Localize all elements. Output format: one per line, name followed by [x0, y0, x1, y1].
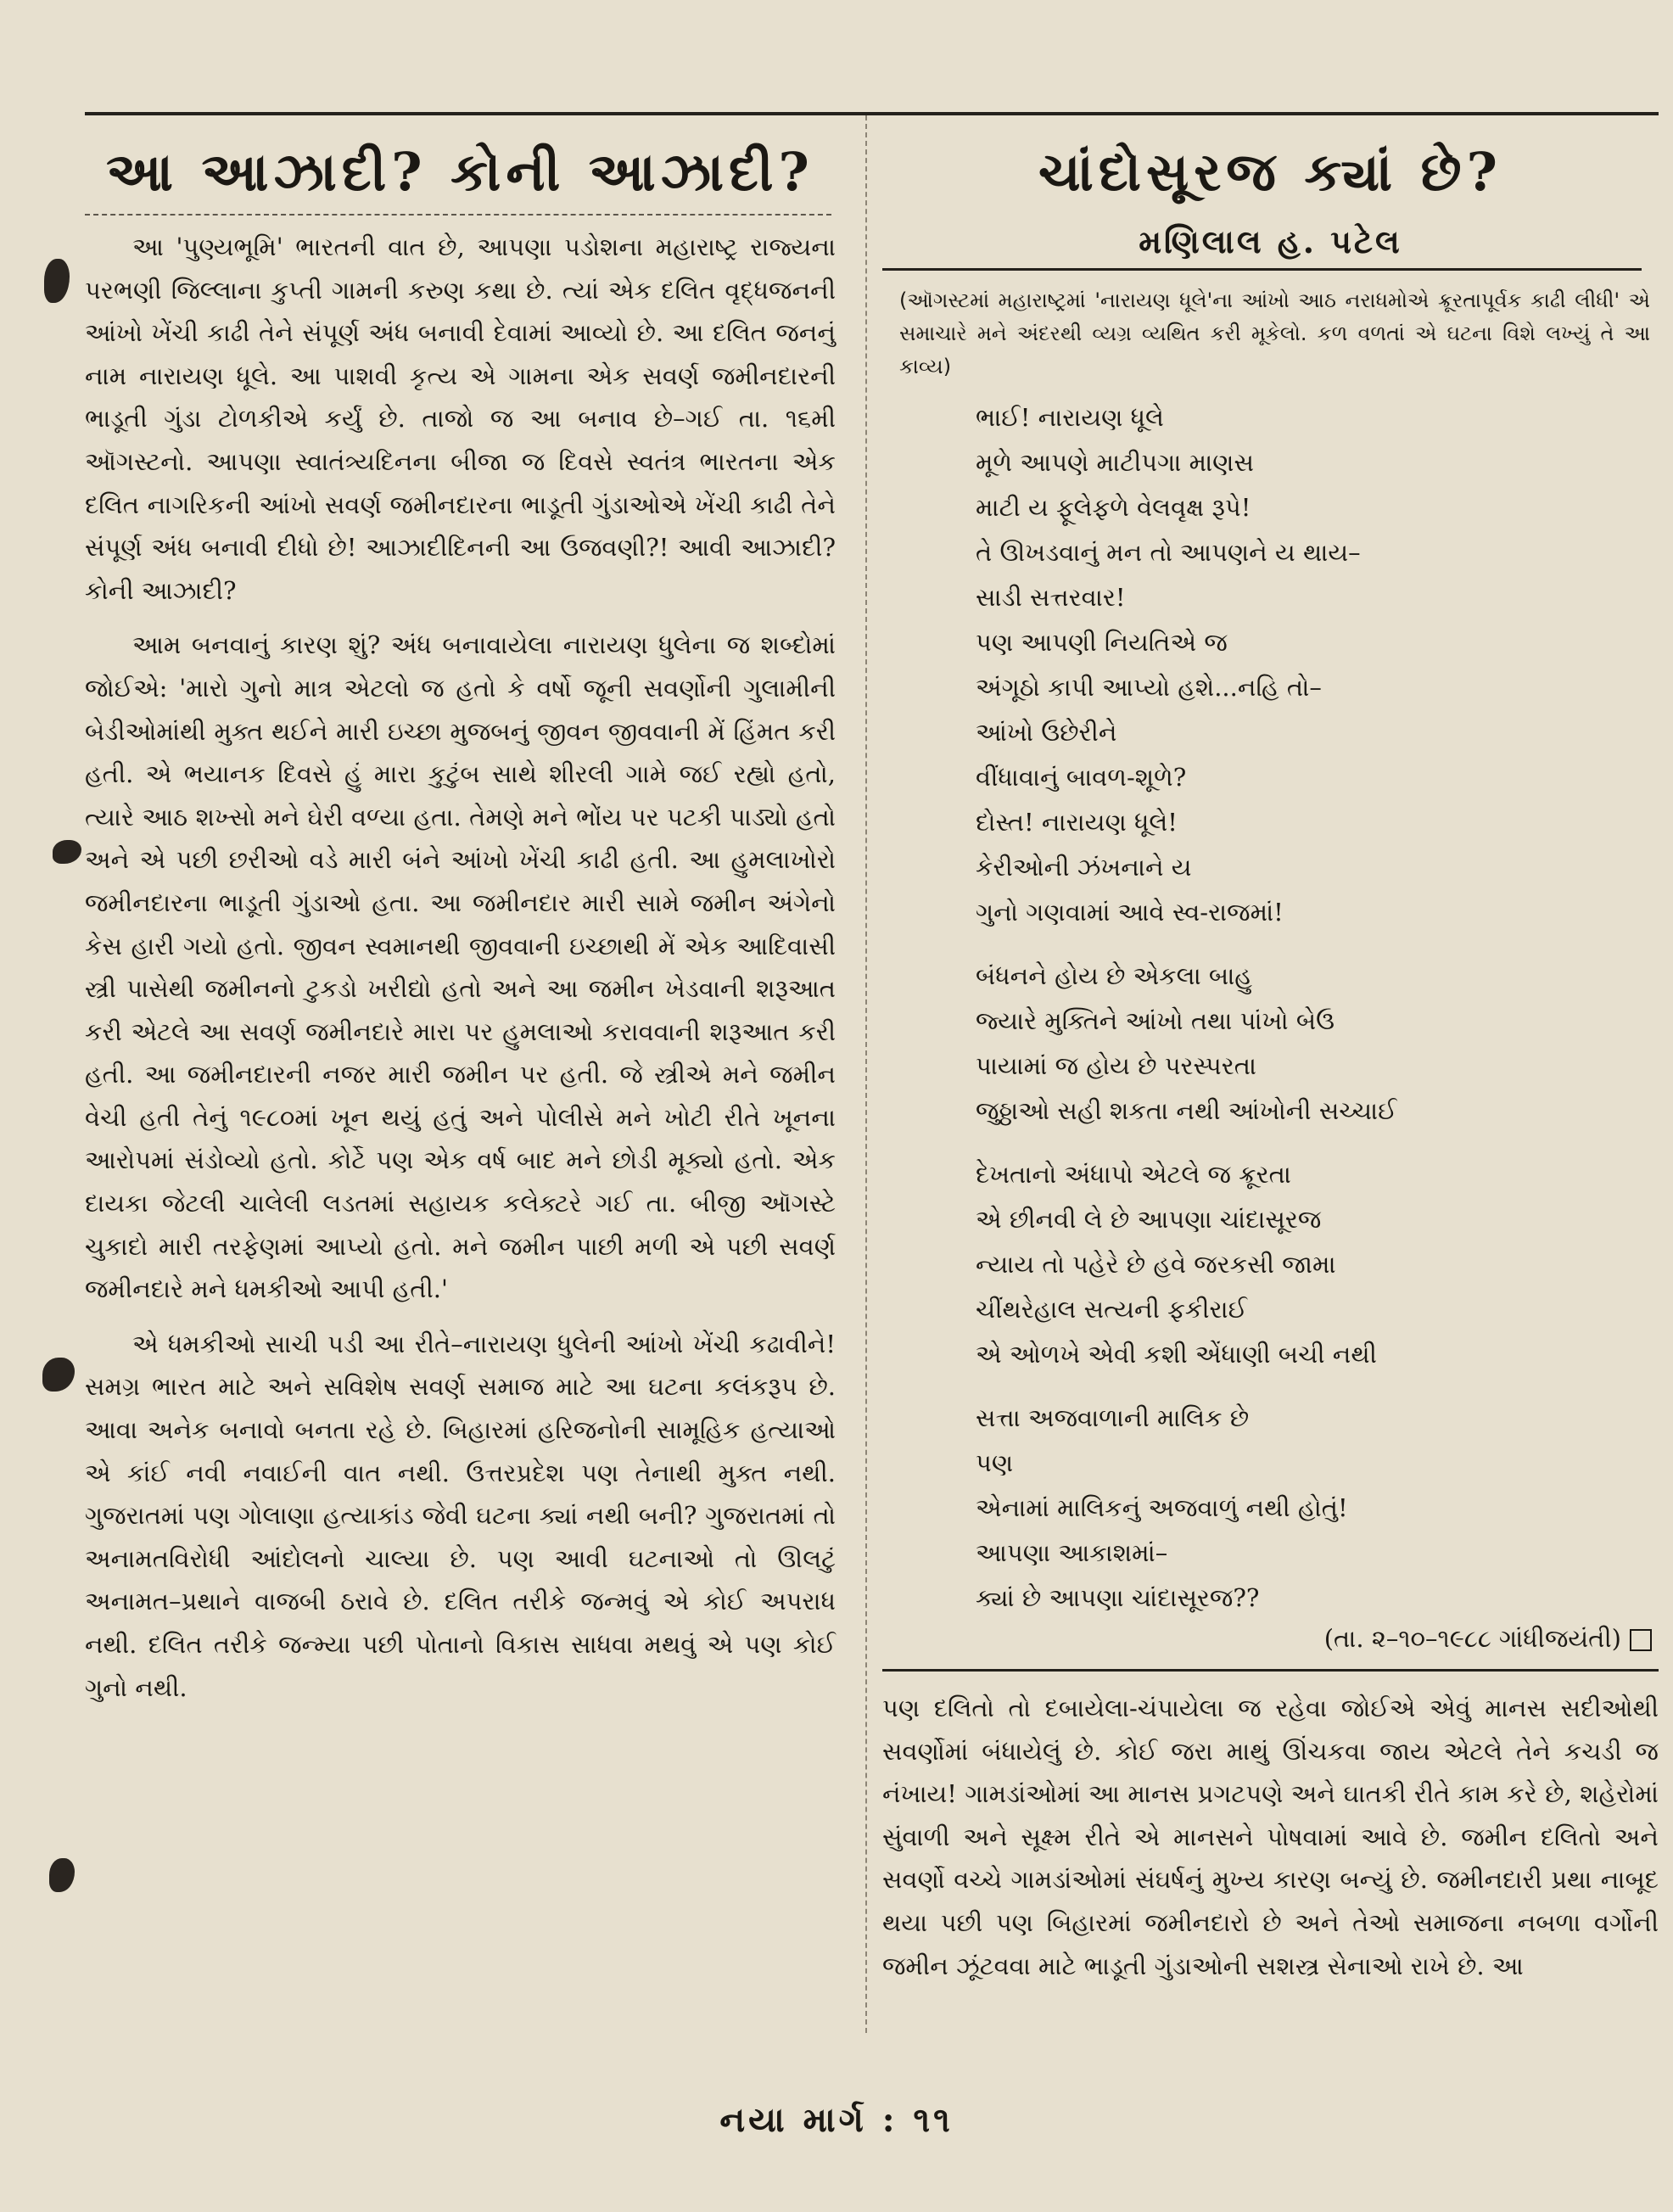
poem-line: એનામાં માલિકનું અજવાળું નથી હોતું!: [976, 1493, 1348, 1522]
poem-line: ભાઈ! નારાયણ ધૂલે: [976, 403, 1164, 432]
paper-damage-mark: [42, 1358, 75, 1392]
poem-intro: (ઑગસ્ટમાં મહારાષ્ટ્રમાં 'નારાયણ ધૂલે'ના આંખો આઠ નરાધમોએ ક્રૂરતાપૂર્વક કાઢી લીધી' એ સમાચારે મને અંદરથી વ્યગ્ર વ્યથિત કરી મૂકેલો. કળ વળતાં એ ઘટના વિશે લખ્યું તે આ કાવ્ય): [899, 288, 1650, 378]
poem-stanza-4: [976, 1396, 1659, 1621]
poem-line: ન્યાય તો પહેરે છે હવે જરકસી જામા: [976, 1250, 1336, 1279]
poem-line: એ છીનવી લે છે આપણા ચાંદાસૂરજ: [976, 1205, 1322, 1234]
poem-line: દેખતાનો અંધાપો એટલે જ ક્રૂરતા: [976, 1160, 1291, 1189]
left-headline: આ આઝાદી? કોની આઝાદી?: [106, 141, 814, 203]
poem-line: ક્યાં છે આપણા ચાંદાસૂરજ??: [976, 1583, 1260, 1612]
poem-line: આંખો ઉછેરીને: [976, 718, 1117, 747]
poem-line: વીંધાવાનું બાવળ-શૂળે?: [976, 763, 1187, 792]
left-paragraph-2: આમ બનવાનું કારણ શું? અંધ બનાવાયેલા નારાયણ ધુલેના જ શબ્દોમાં જોઈએ: 'મારો ગુનો માત્ર એટલો જ હતો કે વર્ષો જૂની સવર્ણોની ગુલામીની બેડીઓમાંથી મુક્ત થઈને મારી ઇચ્છા મુજબનું જીવન જીવવાની મેં હિંમત કરી હતી. એ ભયાનક દિવસે હું મારા કુટુંબ સાથે શીરલી ગામે જઈ રહ્યો હતો, ત્યારે આઠ શખ્સો મને ઘેરી વળ્યા હતા. તેમણે મને ભોંય પર પટકી પાડ્યો હતો અને એ પછી છરીઓ વડે મારી બંને આંખો ખેંચી કાઢી હતી. આ હુમલાખોરો જમીનદારના ભાડૂતી ગુંડાઓ હતા. આ જમીનદાર મારી સામે જમીન અંગેનો કેસ હારી ગયો હતો. જીવન સ્વમાનથી જીવવાની ઇચ્છાથી મેં એક આદિવાસી સ્ત્રી પાસેથી જમીનનો ટુકડો ખરીદ્યો હતો અને આ જમીન ખેડવાની શરૂઆત કરી એટલે આ સવર્ણ જમીનદારે મારા પર હુમલાઓ કરાવવાની શરૂઆત કરી હતી. આ જમીનદારની નજર મારી જમીન પર હતી. જે સ્ત્રીએ મને જમીન વેચી હતી તેનું ૧૯૮૦માં ખૂન થયું હતું અને પોલીસે મને ખોટી રીતે ખૂનના આરોપમાં સંડોવ્યો હતો. કોર્ટે પણ એક વર્ષ બાદ મને છોડી મૂક્યો હતો. એક દાયકા જેટલી ચાલેલી લડતમાં સહાયક કલેક્ટરે ગઈ તા. બીજી ઑગસ્ટે ચુકાદો મારી તરફેણમાં આપ્યો હતો. મને જમીન પાછી મળી એ પછી સવર્ણ જમીનદારે મને ધમકીઓ આપી હતી.': [85, 630, 836, 1304]
poem-line: સત્તા અજવાળાની માલિક છે: [976, 1403, 1250, 1432]
poem-dateline: [882, 1624, 1652, 1654]
column-separator: [865, 115, 868, 2033]
poem-stanza-3: [976, 1152, 1659, 1377]
poem-stanza-2: [976, 954, 1659, 1134]
poem-line: પણ: [976, 1448, 1014, 1477]
author-name: મણિલાલ હ. પટેલ: [1139, 222, 1402, 260]
author-rule: [882, 268, 1642, 271]
continuation-paragraph: પણ દલિતો તો દબાયેલા-ચંપાયેલા જ રહેવા જોઈએ એવું માનસ સદીઓથી સવર્ણોમાં બંધાયેલું છે. કોઈ જરા માથું ઊંચકવા જાય એટલે તેને કચડી જ નંખાય! ગામડાંઓમાં આ માનસ પ્રગટપણે અને ઘાતકી રીતે કામ કરે છે, શહેરોમાં સુંવાળી અને સૂક્ષ્મ રીતે એ માનસને પોષવામાં આવે છે. જમીન દલિતો અને સવર્ણો વચ્ચે ગામડાંઓમાં સંઘર્ષનું મુખ્ય કારણ બન્યું છે. જમીનદારી પ્રથા નાબૂદ થયા પછી પણ બિહારમાં જમીનદારો છે અને તેઓ સમાજના નબળા વર્ગોની જમીન ઝૂંટવવા માટે ભાડૂતી ગુંડાઓની સશસ્ત્ર સેનાઓ રાખે છે. આ: [882, 1694, 1659, 1980]
poem-line: કેરીઓની ઝંખનાને ય: [976, 853, 1192, 882]
poem-line: ચીંથરેહાલ સત્યની ફકીરાઈ: [976, 1295, 1248, 1324]
poem-line: તે ઊખડવાનું મન તો આપણને ય થાય–: [976, 538, 1361, 567]
poem-line: જ્યારે મુક્તિને આંખો તથા પાંખો બેઉ: [976, 1006, 1335, 1035]
page-footer: નયા માર્ગ : ૧૧: [719, 2100, 954, 2140]
paper-damage-mark: [44, 259, 70, 303]
poem-line: એ ઓળખે એવી કશી એંધાણી બચી નથી: [976, 1340, 1377, 1369]
poem-line: મૂળે આપણે માટીપગા માણસ: [976, 448, 1254, 477]
top-rule: [85, 112, 1659, 115]
poem-line: આપણા આકાશમાં–: [976, 1538, 1168, 1567]
poem-date: (તા. ૨–૧૦–૧૯૮૮ ગાંધીજયંતી): [1323, 1624, 1621, 1653]
left-column: [85, 127, 836, 1709]
poem-line: પણ આપણી નિયતિએ જ: [976, 628, 1228, 657]
poem-line: અંગૂઠો કાપી આપ્યો હશે...નહિ તો–: [976, 673, 1322, 702]
poem-line: સાડી સત્તરવાર!: [976, 583, 1126, 612]
right-column: [882, 127, 1659, 1987]
poem-line: માટી ય ફૂલેફળે વેલવૃક્ષ રૂપે!: [976, 493, 1251, 522]
poem-stanza-1: [976, 395, 1659, 935]
paper-damage-mark: [49, 1858, 75, 1892]
poem-line: દોસ્ત! નારાયણ ધૂલે!: [976, 808, 1178, 837]
continuation-rule: [882, 1669, 1659, 1672]
end-mark-icon: [1630, 1629, 1652, 1651]
right-headline: ચાંદોસૂરજ ક્યાં છે?: [1038, 141, 1502, 203]
poem-line: પાયામાં જ હોય છે પરસ્પરતા: [976, 1051, 1257, 1080]
left-paragraph-3: એ ધમકીઓ સાચી પડી આ રીતે–નારાયણ ધુલેની આંખો ખેંચી કઢાવીને! સમગ્ર ભારત માટે અને સવિશેષ સવર્ણ સમાજ માટે આ ઘટના કલંકરૂપ છે. આવા અનેક બનાવો બનતા રહે છે. બિહારમાં હરિજનોની સામૂહિક હત્યાઓ એ કાંઈ નવી નવાઈની વાત નથી. ઉત્તરપ્રદેશ પણ તેનાથી મુક્ત નથી. ગુજરાતમાં પણ ગોલાણા હત્યાકાંડ જેવી ઘટના ક્યાં નથી બની? ગુજરાતમાં તો અનામતવિરોધી આંદોલનો ચાલ્યા છે. પણ આવી ઘટનાઓ તો ઊલટું અનામત–પ્રથાને વાજબી ઠરાવે છે. દલિત તરીકે જન્મવું એ કોઈ અપરાધ નથી. દલિત તરીકે જન્મ્યા પછી પોતાનો વિકાસ સાધવા મથવું એ પણ કોઈ ગુનો નથી.: [85, 1329, 836, 1702]
poem-line: બંધનને હોય છે એકલા બાહુ: [976, 961, 1252, 990]
poem-line: ગુનો ગણવામાં આવે સ્વ-રાજમાં!: [976, 898, 1284, 927]
paper-damage-mark: [53, 840, 81, 864]
left-paragraph-1: આ 'પુણ્યભૂમિ' ભારતની વાત છે, આપણા પડોશના મહારાષ્ટ્ર રાજ્યના પરભણી જિલ્લાના કુપ્તી ગામની કરુણ કથા છે. ત્યાં એક દલિત વૃદ્ધજનની આંખો ખેંચી કાઢી તેને સંપૂર્ણ અંધ બનાવી દેવામાં આવ્યો છે. આ દલિત જનનું નામ નારાયણ ધૂલે. આ પાશવી કૃત્ય એ ગામના એક સવર્ણ જમીનદારની ભાડૂતી ગુંડા ટોળકીએ કર્યું છે. તાજો જ આ બનાવ છે–ગઈ તા. ૧૬મી ઑગસ્ટનો. આપણા સ્વાતંત્ર્યદિનના બીજા જ દિવસે સ્વતંત્ર ભારતના એક દલિત નાગરિકની આંખો સવર્ણ જમીનદારના ભાડૂતી ગુંડાઓએ ખેંચી કાઢી તેને સંપૂર્ણ અંધ બનાવી દીધો છે! આઝાદીદિનની આ ઉજવણી?! આવી આઝાદી? કોની આઝાદી?: [85, 232, 836, 605]
poem-line: જુઠ્ઠાઓ સહી શકતા નથી આંખોની સચ્ચાઈ: [976, 1096, 1397, 1125]
